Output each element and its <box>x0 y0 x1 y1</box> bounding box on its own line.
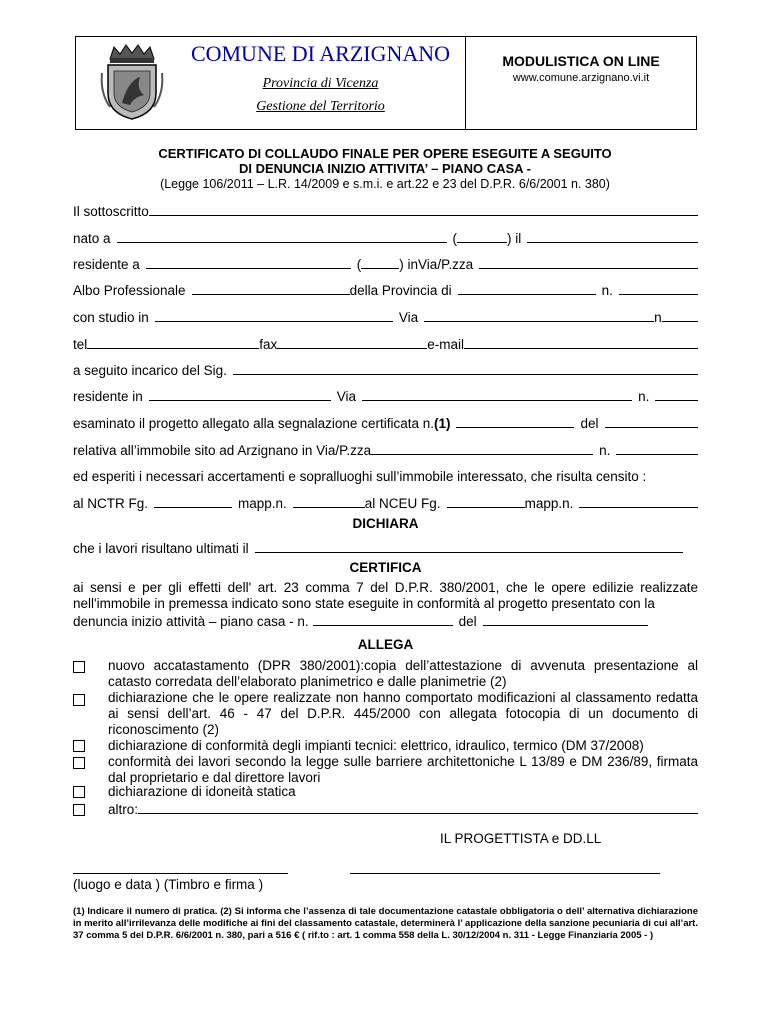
row-residente-in <box>73 386 698 404</box>
document-title-line1: CERTIFICATO DI COLLAUDO FINALE PER OPERE ESEGUITE A SEGUITO <box>158 146 612 161</box>
label-n-3: n. <box>599 443 611 458</box>
legge-reference: (Legge 106/2011 – L.R. 14/2009 e s.m.i. e art.22 e 23 del D.P.R. 6/6/2001 n. 380) <box>160 177 610 191</box>
label-via-2: Via <box>336 389 357 404</box>
label-nato-a: nato a <box>73 231 111 246</box>
label-n-studio: n <box>654 310 662 325</box>
row-denuncia <box>73 611 698 629</box>
luogo-data-label: (luogo e data ) (Timbro e firma ) <box>73 877 264 892</box>
comune-title: COMUNE DI ARZIGNANO <box>190 41 451 66</box>
provincia-label: Provincia di Vicenza <box>262 76 379 91</box>
residente-in-numero-field[interactable] <box>655 400 698 401</box>
label-tel: tel <box>73 337 88 352</box>
studio-numero-field[interactable] <box>662 321 698 322</box>
label-della-provincia: della Provincia di <box>349 283 452 298</box>
certifica-heading: CERTIFICA <box>349 560 422 575</box>
label-albo: Albo Professionale <box>73 283 186 298</box>
row-residente <box>73 254 698 272</box>
row-esperiti <box>73 466 698 484</box>
allega-item-4: conformità dei lavori secondo la legge sulle barriere architettoniche L 13/89 e DM 236/89, firmata dal proprietario e dal direttore lavori <box>108 754 698 785</box>
document-header <box>75 36 697 130</box>
albo-numero-field[interactable] <box>619 294 698 295</box>
row-relativa <box>73 440 698 458</box>
label-mapp-2: mapp.n. <box>524 496 574 511</box>
label-n-2: n. <box>638 389 650 404</box>
label-nceu: al NCEU Fg. <box>364 496 441 511</box>
row-contatti <box>73 334 698 352</box>
allega-checkbox-4[interactable] <box>73 757 85 769</box>
luogo-data-signature-line[interactable] <box>73 873 288 874</box>
ultimati-data-field[interactable] <box>255 552 683 553</box>
label-del: del <box>580 416 599 431</box>
allega-checkbox-1[interactable] <box>73 661 85 673</box>
gestione-label: Gestione del Territorio <box>256 99 385 114</box>
footnote-ref-1: (1) <box>433 416 451 431</box>
nato-provincia-field[interactable] <box>457 242 507 243</box>
allega-checkbox-3[interactable] <box>73 740 85 752</box>
row-nato <box>73 228 698 246</box>
label-altro: altro: <box>108 802 139 817</box>
segnalazione-numero-field[interactable] <box>456 427 574 428</box>
allega-item-5: dichiarazione di idoneità statica <box>108 784 296 799</box>
allega-heading: ALLEGA <box>357 637 414 652</box>
row-ultimati <box>73 538 698 556</box>
nctr-foglio-field[interactable] <box>154 507 232 508</box>
albo-provincia-field[interactable] <box>458 294 596 295</box>
nctr-mappale-field[interactable] <box>293 507 365 508</box>
email-field[interactable] <box>464 348 698 349</box>
label-relativa: relativa all’immobile sito ad Arzignano in Via/P.zza <box>73 443 372 458</box>
row-studio <box>73 307 698 325</box>
footnote: (1) Indicare il numero di pratica. (2) Si informa che l’assenza di tale documentazione catastale obbligatoria o dell’ alternativa dichiarazione in merito all’irrilevanza delle modifiche ai fini del classamento catastale, determinerà l’ applicazione della sanzione pecuniaria di cui all’art. 37 comma 5 del D.P.R. 6/6/2001 n. 380, pari a 516 € ( rif.to : art. 1 comma 558 della L. 30/12/2004 n. 311 - Legge Finanziaria 2005 - ) <box>73 906 698 941</box>
immobile-numero-field[interactable] <box>616 454 698 455</box>
nceu-foglio-field[interactable] <box>447 507 525 508</box>
label-nctr: al NCTR Fg. <box>73 496 149 511</box>
row-altro <box>108 799 698 817</box>
residente-provincia-field[interactable] <box>361 268 399 269</box>
label-residente-a: residente a <box>73 257 140 272</box>
logo-area <box>76 37 176 129</box>
denuncia-numero-field[interactable] <box>313 625 453 626</box>
label-invia: ) inVia/P.zza <box>399 257 474 272</box>
fax-field[interactable] <box>277 348 427 349</box>
altro-field[interactable] <box>138 813 698 814</box>
residente-in-field[interactable] <box>149 400 331 401</box>
albo-field[interactable] <box>192 294 350 295</box>
nato-data-field[interactable] <box>527 242 698 243</box>
row-sottoscritto <box>73 201 698 219</box>
label-sottoscritto: Il sottoscritto <box>73 204 149 219</box>
allega-item-1: nuovo accatastamento (DPR 380/2001):copia dell’attestazione di avvenuta presentazione al catasto corredata dell’elaborato planimetrico e dalle planimetrie (2) <box>108 658 698 689</box>
paren-open-2: ( <box>356 257 362 272</box>
row-incarico <box>73 360 698 378</box>
allega-checkbox-2[interactable] <box>73 694 85 706</box>
dichiara-heading: DICHIARA <box>352 516 419 531</box>
certifica-text: ai sensi e per gli effetti dell' art. 23 comma 7 del D.P.R. 380/2001, che le opere edilizie realizzate nell'immobile in premessa indicato sono state eseguite in conformità al progetto presentato con la <box>73 580 698 611</box>
label-denuncia: denuncia inizio attività – piano casa - n. <box>73 614 309 629</box>
row-albo <box>73 280 698 298</box>
row-esaminato <box>73 413 698 431</box>
residente-via-field[interactable] <box>479 268 698 269</box>
sottoscritto-field[interactable] <box>149 215 698 216</box>
progettista-signature-line[interactable] <box>350 873 660 874</box>
nceu-mappale-field[interactable] <box>579 507 698 508</box>
denuncia-data-field[interactable] <box>483 625 648 626</box>
header-right <box>466 37 696 129</box>
website-link[interactable]: www.comune.arzignano.vi.it <box>512 72 650 84</box>
coat-of-arms-icon <box>100 43 164 121</box>
allega-checkbox-6[interactable] <box>73 804 85 816</box>
paren-open: ( <box>452 231 458 246</box>
allega-checkbox-5[interactable] <box>73 786 85 798</box>
row-catasto <box>73 493 698 511</box>
label-email: e-mail <box>427 337 465 352</box>
incarico-field[interactable] <box>233 374 698 375</box>
allega-item-3: dichiarazione di conformità degli impianti tecnici: elettrico, idraulico, termico (DM 37/2008) <box>108 738 644 753</box>
residente-in-via-field[interactable] <box>362 400 632 401</box>
label-esaminato: esaminato il progetto allegato alla segnalazione certificata n. <box>73 416 434 431</box>
immobile-via-field[interactable] <box>371 454 593 455</box>
label-esperiti: ed esperiti i necessari accertamenti e sopralluoghi sull’immobile interessato, che risulta censito : <box>73 469 647 484</box>
label-fax: fax <box>259 337 278 352</box>
label-residente-in: residente in <box>73 389 143 404</box>
studio-via-field[interactable] <box>424 321 654 322</box>
label-con-studio: con studio in <box>73 310 149 325</box>
label-via: Via <box>398 310 419 325</box>
tel-field[interactable] <box>87 348 259 349</box>
nato-luogo-field[interactable] <box>117 242 447 243</box>
residente-luogo-field[interactable] <box>146 268 351 269</box>
label-incarico: a seguito incarico del Sig. <box>73 363 227 378</box>
label-il: ) il <box>507 231 522 246</box>
modulistica-label: MODULISTICA ON LINE <box>502 53 660 69</box>
label-mapp: mapp.n. <box>238 496 287 511</box>
studio-luogo-field[interactable] <box>155 321 393 322</box>
header-center <box>176 37 466 129</box>
label-ultimati: che i lavori risultano ultimati il <box>73 541 249 556</box>
label-n: n. <box>601 283 613 298</box>
progettista-label: IL PROGETTISTA e DD.LL <box>440 831 602 846</box>
label-del-2: del <box>458 614 477 629</box>
allega-item-2: dichiarazione che le opere realizzate non hanno comportato modificazioni al classamento redatta ai sensi dell’art. 46 - 47 del D.P.R. 445/2000 con allegata fotocopia di un documento di riconoscimento (2) <box>108 690 698 737</box>
document-title-line2: DI DENUNCIA INIZIO ATTIVITA’ – PIANO CASA - <box>238 161 532 176</box>
segnalazione-data-field[interactable] <box>605 427 699 428</box>
